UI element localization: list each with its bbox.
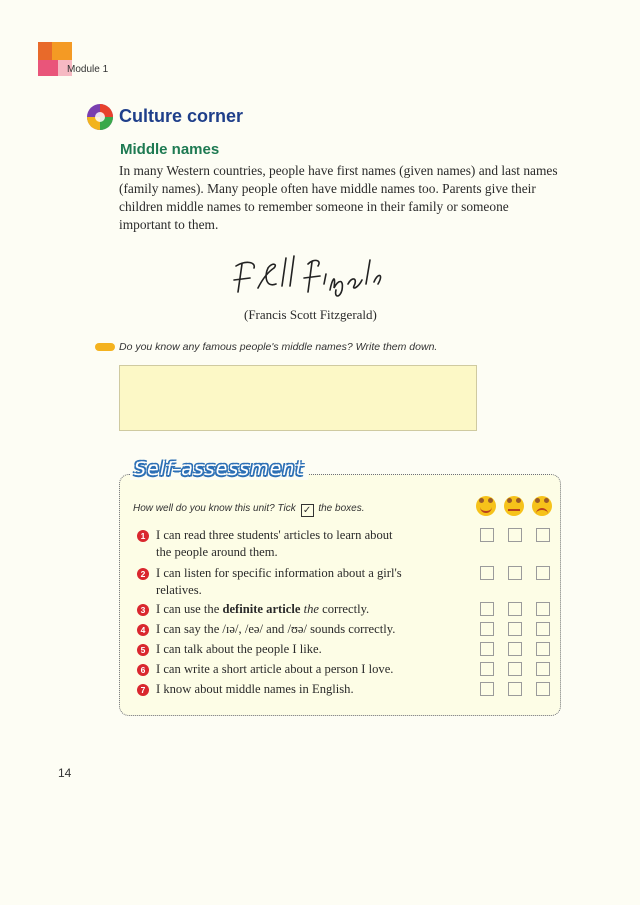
item-7-box-poor[interactable] [536, 682, 550, 696]
item-3-pre: I can use the [156, 602, 223, 616]
item-4-box-poor[interactable] [536, 622, 550, 636]
item-7-box-ok[interactable] [508, 682, 522, 696]
answer-box[interactable] [119, 365, 477, 431]
fitzgerald-signature [228, 250, 388, 302]
question-prompt: Do you know any famous people's middle names? Write them down. [119, 341, 438, 353]
item-number-2: 2 [137, 568, 149, 580]
item-5-box-poor[interactable] [536, 642, 550, 656]
item-2-box-good[interactable] [480, 566, 494, 580]
item-6-box-poor[interactable] [536, 662, 550, 676]
middle-names-paragraph: In many Western countries, people have first names (given names) and last names (family names). Many people often have middle names too. Parents give their children middle names to remember someone in their family or someone important to them. [119, 163, 558, 232]
assessment-item-6: I can write a short article about a person I love. [156, 662, 394, 676]
neutral-face-icon [504, 496, 524, 516]
item-2-line1: I can listen for specific information about a girl's [156, 566, 402, 580]
item-1-box-ok[interactable] [508, 528, 522, 542]
question-marker-icon [95, 343, 115, 351]
item-5-box-ok[interactable] [508, 642, 522, 656]
item-1-line1: I can read three students' articles to learn about [156, 528, 393, 542]
assessment-item-5: I can talk about the people I like. [156, 642, 322, 656]
item-number-4: 4 [137, 624, 149, 636]
tick-box-icon: ✓ [301, 504, 314, 517]
module-label: Module 1 [67, 64, 109, 75]
item-3-italic: the [303, 602, 319, 616]
culture-corner-title: Culture corner [119, 106, 244, 126]
self-assessment-title-wrap [130, 458, 308, 480]
item-3-bold: definite article [222, 602, 301, 616]
assessment-item-7: I know about middle names in English. [156, 682, 354, 696]
item-3-post: correctly. [318, 602, 370, 616]
assessment-item-3 [156, 601, 456, 618]
instruction-text-after: the boxes. [318, 503, 365, 514]
item-6-box-good[interactable] [480, 662, 494, 676]
item-3-box-ok[interactable] [508, 602, 522, 616]
item-5-box-good[interactable] [480, 642, 494, 656]
item-2-box-ok[interactable] [508, 566, 522, 580]
item-number-6: 6 [137, 664, 149, 676]
assessment-item-2 [156, 565, 456, 599]
item-6-box-ok[interactable] [508, 662, 522, 676]
assessment-item-1 [156, 527, 456, 561]
item-number-3: 3 [137, 604, 149, 616]
item-3-box-poor[interactable] [536, 602, 550, 616]
happy-face-icon [476, 496, 496, 516]
culture-globe-icon [86, 103, 114, 131]
item-number-1: 1 [137, 530, 149, 542]
middle-names-heading: Middle names [120, 141, 220, 158]
item-number-7: 7 [137, 684, 149, 696]
instruction-text-before: How well do you know this unit? Tick [133, 503, 296, 514]
assessment-item-4: I can say the /ɪə/, /eə/ and /ʊə/ sounds correctly. [156, 622, 396, 636]
item-2-box-poor[interactable] [536, 566, 550, 580]
page-number: 14 [58, 766, 72, 780]
item-1-box-good[interactable] [480, 528, 494, 542]
self-assessment-title: Self-assessment [134, 458, 304, 480]
item-1-line2: the people around them. [156, 545, 278, 559]
item-4-box-good[interactable] [480, 622, 494, 636]
signature-caption: (Francis Scott Fitzgerald) [244, 307, 377, 322]
item-4-box-ok[interactable] [508, 622, 522, 636]
item-2-line2: relatives. [156, 583, 202, 597]
item-7-box-good[interactable] [480, 682, 494, 696]
self-assessment-instruction [133, 503, 364, 517]
item-1-box-poor[interactable] [536, 528, 550, 542]
item-3-box-good[interactable] [480, 602, 494, 616]
sad-face-icon [532, 496, 552, 516]
item-number-5: 5 [137, 644, 149, 656]
